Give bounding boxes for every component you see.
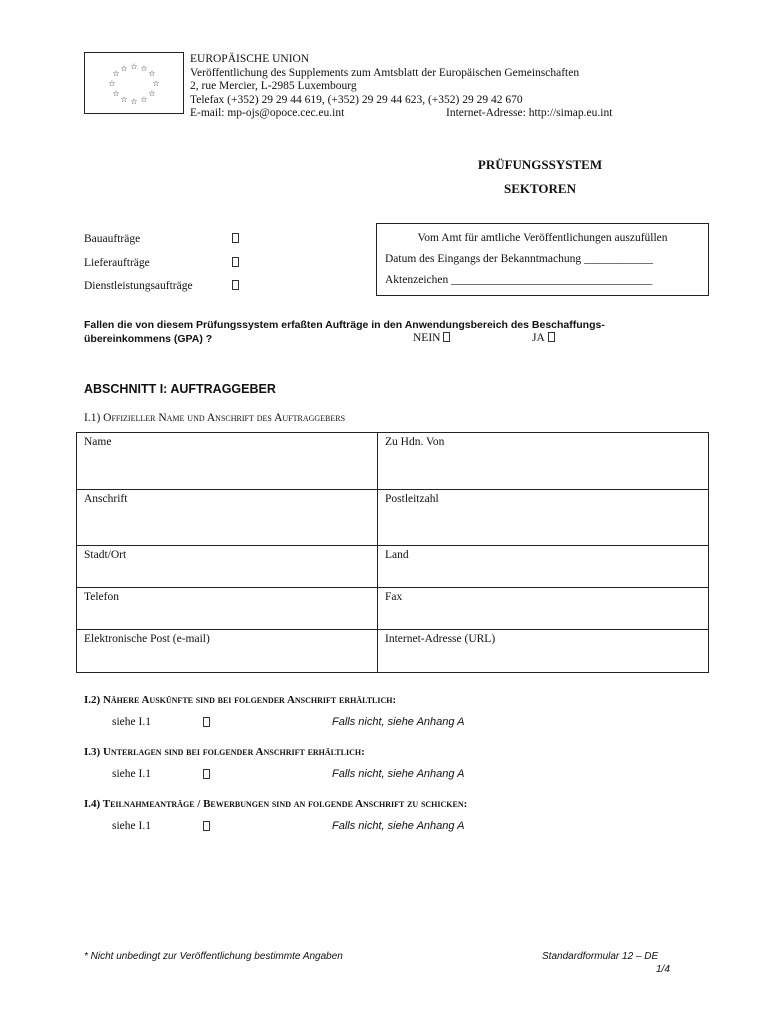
see-i1-label: siehe I.1 bbox=[112, 820, 151, 832]
else-annex-note: Falls nicht, siehe Anhang A bbox=[332, 716, 465, 728]
subsection-number: I.1) bbox=[84, 412, 101, 424]
section-title: ABSCHNITT I: AUFTRAGGEBER bbox=[84, 382, 276, 396]
contract-type-label: Lieferaufträge bbox=[84, 257, 150, 269]
gpa-no-option[interactable] bbox=[413, 332, 450, 344]
publisher-block bbox=[190, 53, 613, 121]
email-text: E-mail: mp-ojs@opoce.cec.eu.int bbox=[190, 107, 345, 120]
checkbox-icon[interactable] bbox=[203, 769, 210, 779]
contracting-entity-table bbox=[76, 432, 709, 673]
svg-text:☆: ☆ bbox=[112, 89, 120, 98]
svg-text:☆: ☆ bbox=[148, 69, 156, 78]
checkbox-icon[interactable] bbox=[203, 717, 210, 727]
table-row bbox=[77, 630, 709, 673]
contract-type-label: Dienstleistungsaufträge bbox=[84, 280, 193, 292]
see-i1-option[interactable] bbox=[203, 769, 210, 781]
contact-row bbox=[190, 107, 613, 121]
subsection-i1-title bbox=[84, 412, 345, 424]
subsection-i4-title: I.4) Teilnahmeanträge / Bewerbungen sind an folgende Anschrift zu schicken: bbox=[84, 798, 468, 810]
form-identifier: Standardformular 12 – DE bbox=[542, 951, 659, 962]
country-field[interactable]: Land bbox=[378, 546, 709, 588]
receipt-date-field[interactable]: Datum des Eingangs der Bekanntmachung ____________ bbox=[385, 253, 653, 265]
checkbox-icon[interactable] bbox=[232, 233, 239, 243]
checkbox-icon[interactable] bbox=[203, 821, 210, 831]
title-line-2: SEKTOREN bbox=[503, 181, 576, 196]
attention-field[interactable]: Zu Hdn. Von bbox=[378, 433, 709, 490]
url-field[interactable]: Internet-Adresse (URL) bbox=[378, 630, 709, 673]
table-row bbox=[77, 490, 709, 546]
svg-text:☆: ☆ bbox=[140, 64, 148, 73]
gpa-no-label: NEIN bbox=[413, 332, 441, 344]
svg-text:☆: ☆ bbox=[108, 79, 116, 88]
see-i1-option[interactable] bbox=[203, 821, 210, 833]
checkbox-icon[interactable] bbox=[232, 257, 239, 267]
gpa-yes-label: JA bbox=[532, 332, 545, 344]
svg-text:☆: ☆ bbox=[120, 64, 128, 73]
subsection-i2-title: I.2) Nähere Auskünfte sind bei folgender Anschrift erhältlich: bbox=[84, 694, 397, 706]
svg-text:☆: ☆ bbox=[130, 97, 138, 106]
contract-type-supplies bbox=[84, 257, 239, 269]
see-i1-label: siehe I.1 bbox=[112, 716, 151, 728]
internet-text: Internet-Adresse: http://simap.eu.int bbox=[446, 107, 613, 120]
subsection-i3-title: I.3) Unterlagen sind bei folgender Anschrift erhältlich: bbox=[84, 746, 365, 758]
else-annex-note: Falls nicht, siehe Anhang A bbox=[332, 768, 465, 780]
table-row bbox=[77, 433, 709, 490]
publisher-line: Veröffentlichung des Supplements zum Amtsblatt der Europäischen Gemeinschaften bbox=[190, 66, 580, 79]
city-field[interactable]: Stadt/Ort bbox=[77, 546, 378, 588]
see-i1-label: siehe I.1 bbox=[112, 768, 151, 780]
phone-field[interactable]: Telefon bbox=[77, 588, 378, 630]
svg-text:☆: ☆ bbox=[112, 69, 120, 78]
contract-type-works bbox=[84, 233, 239, 245]
svg-text:☆: ☆ bbox=[130, 62, 138, 71]
form-title bbox=[440, 153, 640, 201]
checkbox-icon[interactable] bbox=[232, 280, 239, 290]
address-line: 2, rue Mercier, L-2985 Luxembourg bbox=[190, 80, 357, 93]
gpa-yes-option[interactable] bbox=[532, 332, 555, 344]
eu-logo bbox=[84, 52, 184, 114]
page-number: 1/4 bbox=[656, 964, 670, 975]
title-line-1: PRÜFUNGSSYSTEM bbox=[477, 157, 603, 172]
reference-field[interactable]: Aktenzeichen ___________________________________ bbox=[385, 274, 653, 286]
table-row bbox=[77, 546, 709, 588]
office-box-title: Vom Amt für amtliche Veröffentlichungen auszufüllen bbox=[417, 232, 668, 244]
contract-type-services bbox=[84, 280, 239, 292]
subsection-label: Offizieller Name und Anschrift des Auftraggebers bbox=[103, 412, 346, 424]
address-field[interactable]: Anschrift bbox=[77, 490, 378, 546]
name-field[interactable]: Name bbox=[77, 433, 378, 490]
checkbox-icon[interactable] bbox=[443, 332, 450, 342]
contract-type-label: Bauaufträge bbox=[84, 233, 141, 245]
svg-text:☆: ☆ bbox=[120, 95, 128, 104]
email-field[interactable]: Elektronische Post (e-mail) bbox=[77, 630, 378, 673]
office-use-box bbox=[376, 223, 709, 296]
checkbox-icon[interactable] bbox=[548, 332, 555, 342]
telefax-line: Telefax (+352) 29 29 44 619, (+352) 29 29 44 623, (+352) 29 29 42 670 bbox=[190, 93, 523, 106]
else-annex-note: Falls nicht, siehe Anhang A bbox=[332, 820, 465, 832]
org-name: EUROPÄISCHE UNION bbox=[190, 53, 310, 65]
table-row bbox=[77, 588, 709, 630]
svg-text:☆: ☆ bbox=[152, 79, 160, 88]
postcode-field[interactable]: Postleitzahl bbox=[378, 490, 709, 546]
svg-text:☆: ☆ bbox=[140, 95, 148, 104]
svg-text:☆: ☆ bbox=[148, 89, 156, 98]
footnote: * Nicht unbedingt zur Veröffentlichung bestimmte Angaben bbox=[84, 951, 343, 962]
gpa-question: Fallen die von diesem Prüfungssystem erfaßten Aufträge in den Anwendungsbereich des Beschaffungs-übereinkommens (GPA) ? bbox=[84, 319, 605, 345]
eu-stars-icon bbox=[85, 53, 183, 113]
see-i1-option[interactable] bbox=[203, 717, 210, 729]
fax-field[interactable]: Fax bbox=[378, 588, 709, 630]
